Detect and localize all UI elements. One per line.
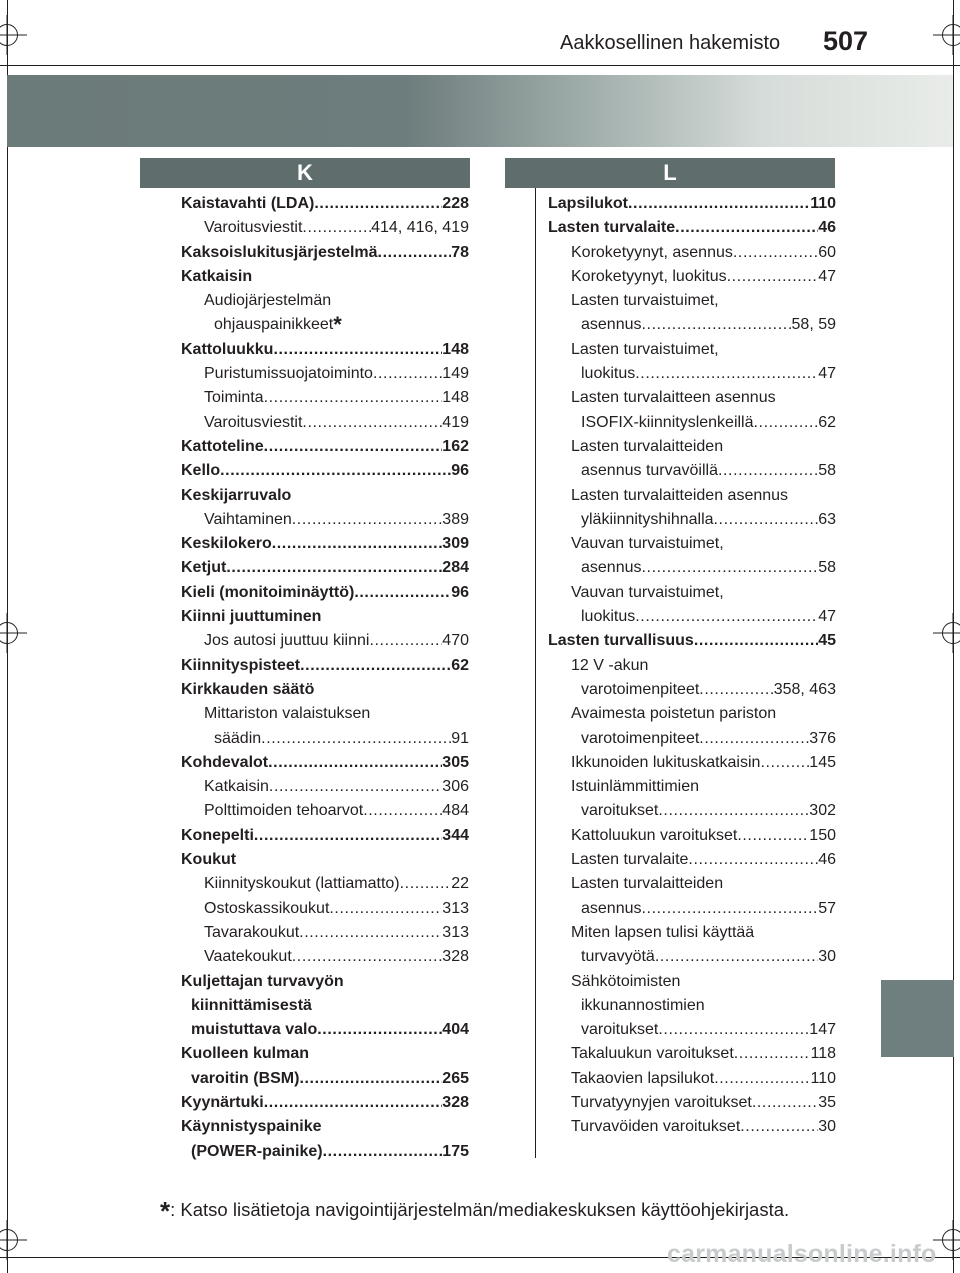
entry-page: 30 [818, 1118, 836, 1136]
index-entry [181, 824, 469, 848]
entry-text: Lapsilukot [548, 195, 629, 212]
entry-text: Lasten turvalaitteiden asennus [571, 486, 789, 504]
entry-text: Audiojärjestelmän [204, 292, 332, 310]
dot-leader [642, 556, 819, 580]
index-entry [548, 1115, 836, 1139]
index-entry [548, 775, 836, 799]
index-entry [181, 799, 469, 823]
section-title: Aakkosellinen hakemisto [560, 32, 781, 54]
entry-page: 47 [818, 267, 836, 285]
entry-text: Lasten turvaistuimet, [571, 292, 719, 310]
entry-page: 376 [809, 729, 836, 747]
entry-text: Miten lapsen tulisi käyttää [571, 923, 755, 941]
entry-text: Takaluukun varoitukset [571, 1045, 734, 1063]
entry-page: 110 [810, 195, 836, 212]
index-entry [181, 241, 469, 265]
dot-leader [302, 216, 371, 240]
index-entry [548, 945, 836, 969]
dot-leader [760, 751, 809, 775]
entry-page: 328 [442, 948, 469, 966]
entry-page: 162 [442, 437, 469, 455]
entry-page: 96 [451, 583, 469, 601]
entry-page: 228 [442, 195, 469, 212]
index-entry [181, 556, 469, 580]
dot-leader [655, 945, 818, 969]
entry-page: 45 [818, 632, 836, 650]
entry-text: ISOFIX-kiinnityslenkeillä [581, 413, 754, 431]
entry-page: 47 [818, 365, 836, 383]
index-entry [548, 678, 836, 702]
dot-leader [261, 727, 451, 751]
entry-text: Kello [181, 462, 221, 480]
index-entry [548, 289, 836, 313]
dot-leader [299, 1067, 442, 1091]
index-entry [548, 897, 836, 921]
entry-page: 62 [451, 656, 469, 674]
dot-leader [714, 1067, 810, 1091]
entry-text: kiinnittämisestä [191, 996, 312, 1014]
dot-leader [699, 727, 809, 751]
entry-page: 46 [818, 219, 836, 237]
entry-page: 175 [442, 1142, 469, 1160]
entry-page: 118 [810, 1045, 836, 1063]
index-entry [181, 192, 469, 216]
entry-text: Lasten turvallisuus [548, 632, 694, 650]
entry-text: Kiinnityspisteet [181, 656, 301, 674]
entry-text: säädin [214, 729, 262, 747]
entry-text: Kattoluukku [181, 340, 274, 358]
header-banner [7, 75, 953, 147]
dot-leader [400, 872, 452, 896]
dot-leader [264, 386, 443, 410]
index-entry [548, 386, 836, 410]
dot-leader [329, 897, 442, 921]
index-entry [548, 1091, 836, 1115]
dot-leader [733, 241, 818, 265]
footnote-marker: * [160, 1196, 171, 1226]
dot-leader [373, 362, 442, 386]
entry-text: turvavyötä [581, 948, 655, 966]
entry-text: Kiinni juuttuminen [181, 608, 322, 626]
dot-leader [369, 629, 442, 653]
index-entry [548, 1042, 836, 1066]
index-entry [181, 411, 469, 435]
letter-heading-k: K [140, 158, 470, 188]
dot-leader [642, 897, 819, 921]
index-entry [181, 654, 469, 678]
index-entry [181, 459, 469, 483]
index-entry [181, 532, 469, 556]
entry-page: 22 [451, 875, 469, 893]
index-entry [548, 872, 836, 896]
entry-text: Mittariston valaistuksen [204, 705, 371, 723]
entry-page: 47 [818, 608, 836, 626]
dot-leader [718, 459, 818, 483]
dot-leader [688, 848, 818, 872]
entry-text: Lasten turvalaite [571, 851, 689, 869]
dot-leader [317, 1018, 442, 1042]
index-entry [548, 459, 836, 483]
entry-text: (POWER-painike) [191, 1142, 323, 1160]
index-entry [181, 727, 469, 751]
entry-text: Katkaisin [204, 778, 269, 796]
entry-text: luokitus [581, 365, 636, 383]
index-entry [181, 338, 469, 362]
entry-text: Koroketyynyt, luokitus [571, 267, 727, 285]
entry-page: 58 [818, 559, 836, 577]
entry-text: Turvavöiden varoitukset [571, 1118, 741, 1136]
index-entry [181, 605, 469, 629]
dot-leader [734, 1042, 811, 1066]
index-entry [548, 799, 836, 823]
index-entry [548, 411, 836, 435]
entry-page: 150 [809, 826, 836, 844]
index-entry [548, 435, 836, 459]
dot-leader [254, 824, 442, 848]
index-entry [548, 751, 836, 775]
index-entry [548, 216, 836, 240]
index-entry [181, 1115, 469, 1139]
entry-page: 148 [442, 340, 469, 358]
entry-text: Turvatyynyjen varoitukset [571, 1093, 752, 1111]
index-entry [181, 678, 469, 702]
entry-text: Ketjut [181, 559, 227, 577]
entry-text: Vaihtaminen [204, 510, 292, 528]
index-entry [181, 1018, 469, 1042]
entry-page: 145 [809, 753, 836, 771]
letter-heading-l: L [505, 158, 835, 188]
entry-text: Puristumissuojatoiminto [204, 365, 373, 383]
index-entry [548, 848, 836, 872]
entry-page: 58 [818, 462, 836, 480]
dot-leader [226, 556, 442, 580]
dot-leader [727, 265, 819, 289]
dot-leader [675, 216, 818, 240]
dot-leader [300, 654, 451, 678]
entry-text: Kaksoislukitusjärjestelmä [181, 243, 378, 261]
index-entry [548, 1067, 836, 1091]
index-entry [181, 289, 469, 313]
entry-page: 58, 59 [791, 316, 836, 334]
dot-leader [272, 532, 443, 556]
entry-text: Koroketyynyt, asennus [571, 243, 733, 261]
entry-text: Takaovien lapsilukot [571, 1069, 715, 1087]
index-entry [181, 872, 469, 896]
entry-text: Kuolleen kulman [181, 1045, 310, 1063]
dot-leader [314, 192, 442, 216]
entry-page: 309 [442, 535, 469, 553]
index-entry [181, 508, 469, 532]
thumb-index-tab [881, 980, 954, 1057]
entry-text: varoitin (BSM) [191, 1069, 300, 1087]
entry-page: 63 [818, 510, 836, 528]
entry-page: 419 [442, 413, 469, 431]
index-entry [181, 629, 469, 653]
entry-page: 306 [442, 778, 469, 796]
dot-leader [264, 435, 443, 459]
crop-mark-icon [942, 622, 960, 644]
entry-text: Kattoluukun varoitukset [571, 826, 738, 844]
entry-page: 313 [442, 899, 469, 917]
index-entry [181, 216, 469, 240]
entry-text: Ikkunoiden lukituskatkaisin [571, 753, 761, 771]
index-entry [181, 751, 469, 775]
entry-text: Varoitusviestit [204, 413, 303, 431]
index-entry [181, 897, 469, 921]
entry-text: Polttimoiden tehoarvot [204, 802, 364, 820]
index-entry [548, 484, 836, 508]
entry-page: 147 [809, 1021, 836, 1039]
index-column-k [181, 192, 469, 1164]
entry-text: Varoitusviestit [204, 219, 303, 237]
entry-text: Keskilokero [181, 535, 272, 553]
index-entry: ohjauspainikkeet * [214, 312, 342, 338]
entry-text: Kaistavahti (LDA) [181, 195, 315, 212]
entry-page: 91 [451, 729, 469, 747]
entry-text: ohjauspainikkeet [214, 316, 334, 334]
dot-leader [658, 799, 809, 823]
entry-text: Jos autosi juuttuu kiinni [204, 632, 370, 650]
index-entry [548, 994, 836, 1018]
entry-page: 302 [809, 802, 836, 820]
frame-line-top [0, 65, 960, 66]
entry-text: luokitus [581, 608, 636, 626]
page-number: 507 [823, 26, 869, 56]
entry-text: varoitukset [581, 802, 659, 820]
dot-leader [354, 581, 451, 605]
entry-text: Koukut [181, 851, 237, 869]
entry-text: Kuljettajan turvavyön [181, 972, 344, 990]
entry-text: Ostoskassikoukut [204, 899, 330, 917]
index-entry [548, 629, 836, 653]
entry-page: 148 [442, 389, 469, 407]
index-entry [548, 581, 836, 605]
index-entry [181, 265, 469, 289]
dot-leader [754, 411, 819, 435]
entry-page: 344 [442, 826, 469, 844]
index-column-l [548, 192, 836, 1140]
index-entry [181, 848, 469, 872]
entry-text: asennus [581, 899, 642, 917]
dot-leader [220, 459, 451, 483]
entry-page: 78 [451, 243, 469, 261]
index-entry [548, 824, 836, 848]
index-entry [548, 1018, 836, 1042]
entry-text: Kyynärtuki [181, 1093, 264, 1111]
entry-text: asennus turvavöillä [581, 462, 718, 480]
column-divider [535, 188, 536, 1158]
entry-page: 265 [442, 1069, 469, 1087]
index-entry [181, 775, 469, 799]
footnote-text: : Katso lisätietoja navigointijärjestelmän/mediakeskuksen käyttöohjekirjasta. [170, 1199, 790, 1220]
index-entry [548, 556, 836, 580]
index-entry [181, 362, 469, 386]
index-entry [181, 702, 469, 726]
index-entry [181, 386, 469, 410]
dot-leader [635, 605, 818, 629]
entry-text: Katkaisin [181, 267, 253, 285]
dot-leader [628, 192, 810, 216]
dot-leader [302, 411, 442, 435]
entry-page: 484 [442, 802, 469, 820]
dot-leader [737, 824, 809, 848]
dot-leader [264, 1091, 443, 1115]
entry-text: Lasten turvalaitteen asennus [571, 389, 776, 407]
index-entry [181, 484, 469, 508]
index-entry [181, 994, 469, 1018]
entry-text: varotoimenpiteet [581, 729, 700, 747]
entry-page: 305 [442, 753, 469, 771]
dot-leader [699, 678, 773, 702]
index-entry [181, 435, 469, 459]
index-entry [181, 1042, 469, 1066]
entry-page: 57 [818, 899, 836, 917]
index-entry [181, 970, 469, 994]
dot-leader [268, 751, 442, 775]
dot-leader [694, 629, 818, 653]
entry-text: Vaatekoukut [204, 948, 292, 966]
entry-page: 404 [442, 1021, 469, 1039]
entry-text: ikkunannostimien [581, 996, 705, 1014]
entry-text: Keskijarruvalo [181, 486, 292, 504]
entry-text: Käynnistyspainike [181, 1118, 322, 1136]
index-entry [548, 265, 836, 289]
entry-text: Konepelti [181, 826, 254, 844]
entry-text: 12 V -akun [571, 656, 649, 674]
entry-page: 470 [442, 632, 469, 650]
entry-text: Lasten turvaistuimet, [571, 340, 719, 358]
dot-leader [714, 508, 819, 532]
index-entry [548, 970, 836, 994]
index-entry [548, 508, 836, 532]
entry-text: muistuttava valo [191, 1021, 318, 1039]
dot-leader [292, 508, 443, 532]
index-entry [548, 532, 836, 556]
crop-mark-icon [0, 24, 18, 46]
dot-leader [299, 921, 442, 945]
index-entry [548, 654, 836, 678]
index-entry [181, 921, 469, 945]
entry-text: Kieli (monitoiminäyttö) [181, 583, 355, 601]
index-entry [548, 605, 836, 629]
entry-text: Lasten turvalaitteiden [571, 875, 724, 893]
dot-leader [269, 775, 442, 799]
dot-leader [292, 945, 443, 969]
crop-mark-icon [942, 24, 960, 46]
index-entry [548, 338, 836, 362]
index-entry [181, 1067, 469, 1091]
footnote [160, 1192, 790, 1226]
crop-mark-icon [942, 1229, 960, 1251]
index-entry [181, 581, 469, 605]
entry-page: 46 [818, 851, 836, 869]
entry-text: asennus [581, 559, 642, 577]
index-entry [181, 1140, 469, 1164]
entry-text: Avaimesta poistetun pariston [571, 705, 777, 723]
dot-leader [740, 1115, 818, 1139]
entry-page: 328 [442, 1093, 469, 1111]
index-entry [548, 921, 836, 945]
index-entry [548, 241, 836, 265]
dot-leader [642, 313, 792, 337]
dot-leader [363, 799, 442, 823]
entry-page: 62 [818, 413, 836, 431]
entry-text: asennus [581, 316, 642, 334]
entry-page: 96 [451, 462, 469, 480]
index-entry [548, 362, 836, 386]
entry-page: 30 [818, 948, 836, 966]
watermark: carmanualsonline.info [667, 1240, 937, 1268]
dot-leader [323, 1140, 443, 1164]
index-entry [548, 313, 836, 337]
index-entry [548, 702, 836, 726]
index-entry [181, 1091, 469, 1115]
crop-mark-icon [0, 622, 18, 644]
index-entry [548, 727, 836, 751]
entry-page: 149 [442, 365, 469, 383]
entry-text: Tavarakoukut [204, 923, 300, 941]
entry-text: Istuinlämmittimien [571, 778, 700, 796]
entry-page: 35 [818, 1093, 836, 1111]
entry-page: 414, 416, 419 [371, 219, 469, 237]
crop-mark-icon [0, 1229, 18, 1251]
entry-text: varotoimenpiteet [581, 680, 700, 698]
entry-text: Vauvan turvaistuimet, [571, 535, 724, 553]
entry-text: Kiinnityskoukut (lattiamatto) [204, 875, 400, 893]
dot-leader [752, 1091, 818, 1115]
entry-page: 110 [810, 1069, 836, 1087]
dot-leader [273, 338, 442, 362]
entry-text: Toiminta [204, 389, 264, 407]
entry-page: 389 [442, 510, 469, 528]
entry-text: varoitukset [581, 1021, 659, 1039]
entry-text: yläkiinnityshihnalla [581, 510, 714, 528]
entry-text: Kirkkauden säätö [181, 680, 315, 698]
entry-text: Lasten turvalaite [548, 219, 676, 237]
entry-text: Kattoteline [181, 437, 264, 455]
dot-leader [635, 362, 818, 386]
entry-page: 60 [818, 243, 836, 261]
entry-text: Kohdevalot [181, 753, 269, 771]
entry-text: Sähkötoimisten [571, 972, 681, 990]
dot-leader [658, 1018, 809, 1042]
entry-text: Lasten turvalaitteiden [571, 437, 724, 455]
entry-text: Vauvan turvaistuimet, [571, 583, 724, 601]
index-entry [181, 945, 469, 969]
index-entry [548, 192, 836, 216]
entry-page: 313 [442, 923, 469, 941]
dot-leader [378, 241, 452, 265]
entry-page: 284 [442, 559, 469, 577]
entry-page: 358, 463 [773, 680, 836, 698]
